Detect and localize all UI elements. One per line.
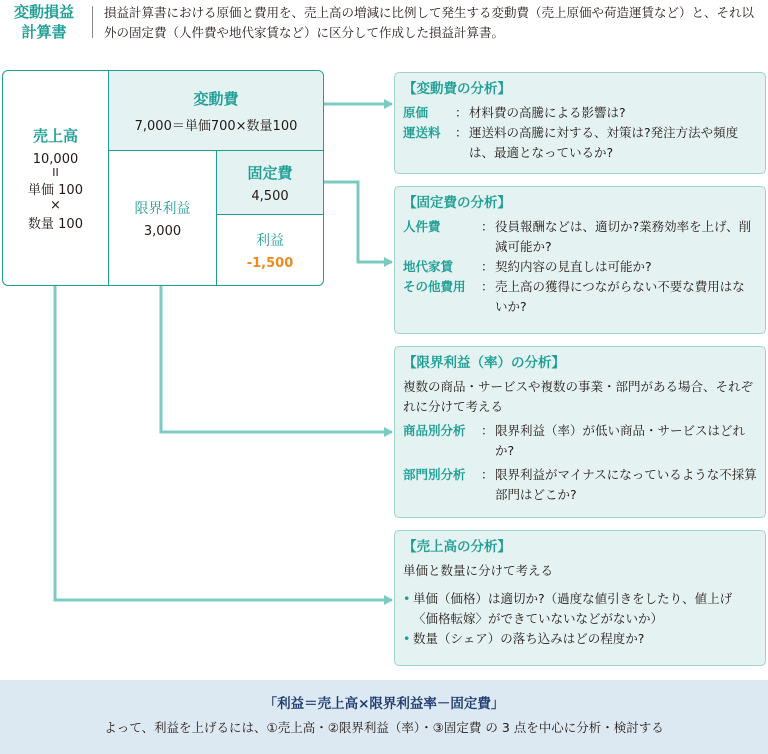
formula-banner (0, 680, 768, 754)
row-colon: ： (481, 467, 494, 482)
variable-cost-label: 変動費 (193, 89, 239, 108)
panel-marginal-intro: 複数の商品・サービスや複数の事業・部門がある場合、それぞれに分けて考える (403, 379, 754, 414)
panel-marginal-title: 【限界利益（率）の分析】 (403, 355, 565, 371)
connector-fixed (322, 182, 392, 262)
panel-marginal-row (403, 465, 757, 505)
row-colon: ： (481, 279, 494, 294)
panel-marginal-analysis (394, 346, 766, 518)
marginal-profit-label: 限界利益 (134, 200, 191, 217)
row-colon: ： (481, 259, 494, 274)
bullet-dot-icon: • (403, 631, 411, 646)
row-colon: ： (481, 423, 494, 438)
marginal-profit-value: 3,000 (143, 223, 182, 239)
row-text: 限界利益がマイナスになっているような不採算部門はどこか? (495, 467, 757, 502)
row-key: 人件費 (403, 219, 441, 234)
row-key: その他費用 (403, 279, 466, 294)
bullet-text: 単価（価格）は適切か?（過度な値引きをしたり、値上げ〈価格転嫁〉ができていないなどがないか） (413, 591, 733, 626)
sales-label: 売上高 (32, 126, 78, 145)
row-text: 運送料の高騰に対する、対策は?発注方法や頻度は、最適となっているか? (469, 125, 739, 160)
row-key: 商品別分析 (403, 423, 466, 438)
connector-marginal (161, 286, 392, 432)
header-title-line-2: 計算書 (21, 23, 67, 41)
sales-times: × (50, 197, 61, 213)
row-text: 限界利益（率）が低い商品・サービスはどれか? (495, 423, 746, 458)
panel-sales-title: 【売上高の分析】 (403, 539, 511, 555)
panel-variable-row (403, 123, 757, 163)
row-colon: ： (481, 219, 494, 234)
sales-equals: II (52, 165, 59, 179)
row-key: 部門別分析 (403, 467, 466, 482)
pl-diagram (2, 70, 324, 286)
connector-sales (55, 286, 392, 600)
panel-variable-title: 【変動費の分析】 (403, 81, 511, 97)
fixed-cost-value: 4,500 (251, 188, 289, 204)
formula-description: よって、利益を上げるには、①売上高・②限界利益（率）・③固定費 の 3 点を中心に分析・検討する (104, 720, 664, 735)
sales-quantity: 数量 100 (28, 216, 83, 232)
formula-title: 「利益＝売上高×限界利益率－固定費」 (263, 696, 505, 712)
panel-fixed-row (403, 217, 757, 257)
panel-fixed-row (403, 277, 757, 317)
panel-fixed-analysis (394, 186, 766, 334)
profit-label: 利益 (256, 232, 284, 249)
panel-fixed-row (403, 257, 757, 277)
row-text: 売上高の獲得につながらない不要な費用はないか? (495, 279, 745, 314)
panel-variable-analysis (394, 72, 766, 174)
row-colon: ： (455, 105, 468, 120)
panel-fixed-title: 【固定費の分析】 (403, 195, 511, 211)
variable-cost-formula: 7,000＝単価700×数量100 (134, 118, 298, 134)
row-key: 運送料 (403, 125, 441, 140)
profit-cell (217, 215, 323, 285)
row-text: 役員報酬などは、適切か?業務効率を上げ、削減可能か? (495, 219, 752, 254)
header-description: 損益計算書における原価と費用を、売上高の増減に比例して発生する変動費（売上原価や荷造運賃など）と、それ以外の固定費（人件費や地代家賃など）に区分して作成した損益計算書。 (104, 5, 755, 40)
bullet-text: 数量（シェア）の落ち込みはどの程度か? (413, 631, 645, 646)
row-text: 材料費の高騰による影響は? (469, 105, 626, 120)
panel-marginal-row (403, 421, 757, 461)
row-colon: ： (455, 125, 468, 140)
row-key: 地代家賃 (403, 259, 454, 274)
row-key: 原価 (403, 105, 429, 120)
panel-sales-analysis (394, 530, 766, 666)
row-text: 契約内容の見直しは可能か? (495, 259, 652, 274)
bullet-dot-icon: • (403, 591, 411, 606)
fixed-cost-label: 固定費 (247, 163, 293, 182)
sales-price: 単価 100 (28, 182, 83, 198)
variable-cost-cell (109, 71, 323, 151)
panel-sales-bullet (403, 629, 757, 649)
header-title-line-1: 変動損益 (13, 3, 74, 21)
profit-value: -1,500 (246, 255, 294, 271)
panel-sales-bullet (403, 589, 757, 629)
panel-variable-row (403, 103, 757, 123)
sales-cell (3, 71, 109, 285)
panel-sales-intro: 単価と数量に分けて考える (403, 563, 554, 578)
sales-value: 10,000 (32, 151, 79, 167)
marginal-profit-cell (109, 151, 217, 285)
fixed-cost-cell (217, 151, 323, 215)
